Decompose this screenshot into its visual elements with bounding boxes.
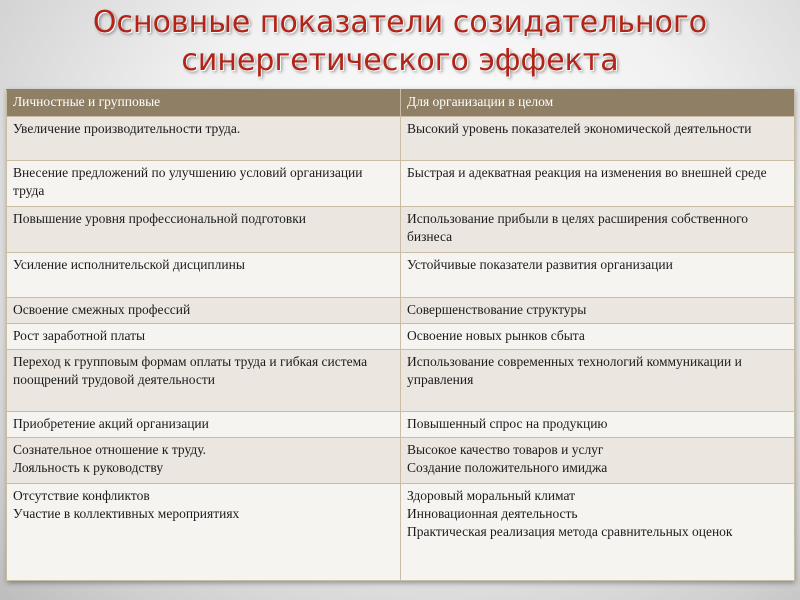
indicators-table-container [6,89,794,581]
cell-text: Рост заработной платы [13,328,146,343]
cell-organization [401,253,795,298]
cell-organization [401,412,795,438]
cell-personal [7,161,401,207]
cell-text: Устойчивые показатели развития организации [407,257,673,272]
cell-text: Повышенный спрос на продукцию [407,416,608,431]
cell-text: Быстрая и адекватная реакция на изменения во внешней среде [407,165,767,180]
cell-text: Создание положительного имиджа [407,460,608,475]
slide-title-line-1: Основные показатели созидательного [92,5,708,40]
cell-text: Увеличение производительности труда. [13,121,241,136]
slide-title-line-2: синергетического эффекта [181,43,619,78]
cell-organization [401,438,795,484]
cell-personal [7,207,401,253]
cell-text: Переход к групповым формам оплаты труда и гибкая система поощрений трудовой деятельности [13,354,368,387]
table-header-row [7,90,795,117]
cell-personal [7,412,401,438]
cell-text: Отсутствие конфликтов [13,488,150,503]
cell-personal [7,350,401,412]
cell-text: Повышение уровня профессиональной подготовки [13,211,306,226]
cell-text: Освоение смежных профессий [13,302,191,317]
cell-organization [401,298,795,324]
table-row [7,412,795,438]
header-organization: Для организации в целом [401,90,795,117]
cell-personal [7,324,401,350]
cell-text: Освоение новых рынков сбыта [407,328,585,343]
cell-text: Внесение предложений по улучшению условий организации труда [13,165,363,198]
table-row [7,298,795,324]
cell-text: Участие в коллективных мероприятиях [13,506,240,521]
cell-text: Усиление исполнительской дисциплины [13,257,245,272]
cell-personal [7,298,401,324]
cell-text: Лояльность к руководству [13,460,164,475]
table-row [7,438,795,484]
table-row [7,484,795,581]
cell-organization [401,324,795,350]
cell-personal [7,484,401,581]
cell-text: Инновационная деятельность [407,506,578,521]
table-row [7,324,795,350]
cell-text: Использование современных технологий коммуникации и управления [407,354,742,387]
cell-personal [7,438,401,484]
cell-organization [401,350,795,412]
cell-personal [7,117,401,161]
cell-text: Практическая реализация метода сравнительных оценок [407,524,733,539]
header-personal-group: Личностные и групповые [7,90,401,117]
cell-personal [7,253,401,298]
cell-organization [401,161,795,207]
slide-title [0,4,800,80]
cell-organization [401,484,795,581]
table-row [7,117,795,161]
cell-text: Высокое качество товаров и услуг [407,442,604,457]
cell-organization [401,117,795,161]
table-row [7,253,795,298]
cell-organization [401,207,795,253]
cell-text: Сознательное отношение к труду. [13,442,207,457]
cell-text: Приобретение акций организации [13,416,209,431]
table-row [7,161,795,207]
cell-text: Совершенствование структуры [407,302,587,317]
table-row [7,350,795,412]
cell-text: Использование прибыли в целях расширения собственного бизнеса [407,211,749,244]
cell-text: Высокий уровень показателей экономической деятельности [407,121,752,136]
indicators-table [6,89,795,581]
cell-text: Здоровый моральный климат [407,488,576,503]
table-row [7,207,795,253]
